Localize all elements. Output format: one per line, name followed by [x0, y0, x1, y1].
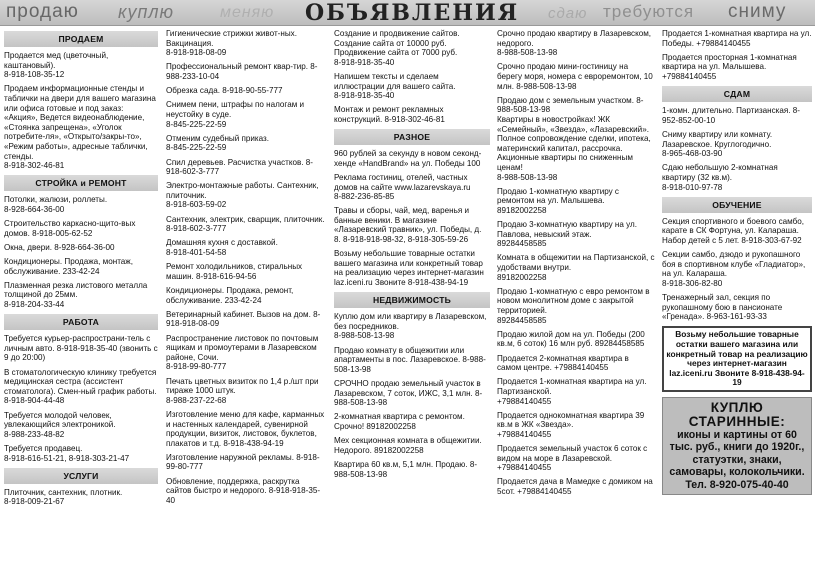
banner-word-menyayu: меняю — [220, 4, 275, 21]
ad-item: Продаю комнату в общежитии или апартаменты в пос. Лазаревское. 8-988-508-13-98 — [334, 345, 486, 374]
section-header-prodam: ПРОДАЕМ — [4, 31, 158, 47]
ad-item: Травы и сборы, чай, мед, варенья и банные веники. В магазине «Лазаревский травник», ул. Победы, д. 8. 8-918-918-98-32, 8-918-305-59-26 — [334, 206, 482, 245]
ad-item: Продается однокомнатная квартира 39 кв.м в ЖК «Звезда». +79884140455 — [497, 410, 645, 439]
ad-item: Куплю дом или квартиру в Лазаревском, без посредников. 8-988-508-13-98 — [334, 312, 487, 341]
column-2 — [166, 29, 326, 576]
ad-item: Окна, двери. 8-928-664-36-00 — [4, 242, 115, 252]
ad-item: Продаю дом с земельным участком. 8-988-508-13-98 Квартиры в новостройках! ЖК «Семейный», «Звезда», «Лазаревский». Полное сопровождение сделки, ипотека, материнский капитал, рассрочка. Акционные квартиры по сниженным ценам! 8-988-508-13-98 — [497, 95, 651, 182]
ad-item: Продается дача в Мамедке с домиком на 5сот. +79884140455 — [497, 477, 653, 497]
ad-item: Гигиенические стрижки живот-ных. Вакцинация. 8-918-918-08-09 — [166, 29, 297, 58]
column-3 — [334, 29, 490, 576]
ad-item: Сантехник, электрик, сварщик, плиточник. 8-918-602-3-777 — [166, 214, 325, 234]
ad-item: Продаю 1-комнатную с евро ремонтом в новом монолитном доме с закрытой территорией. 89284458585 — [497, 286, 650, 325]
banner-word-kuplyu: куплю — [118, 2, 175, 22]
ad-item: Требуется курьер-распространи-тель с личным авто. 8-918-918-35-40 (звонить с 9 до 20:00) — [4, 334, 158, 363]
ad-item: Срочно продаю квартиру в Лазаревском, недорого. 8-988-508-13-98 — [497, 29, 652, 58]
ad-item: Продаю жилой дом на ул. Победы (200 кв.м, 6 соток) 16 млн руб. 89284458585 — [497, 329, 645, 349]
antique-body: иконы и картины от 60 тыс. руб., книги до 1920г., статуэтки, знаки, самовары, колокольчики. — [669, 428, 805, 479]
ad-item: Тренажерный зал, секция по рукопашному бою в пансионате «Гренада». 8-963-161-93-33 — [662, 293, 783, 322]
section-header-rabota: РАБОТА — [4, 314, 158, 330]
section-header-nedvizhimost: НЕДВИЖИМОСТЬ — [334, 292, 490, 308]
ad-item: Кондиционеры. Продажа, монтаж, обслуживание. 233-42-24 — [4, 257, 133, 276]
column-5 — [662, 29, 812, 576]
ad-item: Продаем информационные стенды и таблички на двери для вашего магазина или офиса готовые и под заказ: «Акция», Ведется видеонаблюдение, «Стоянка запрещена», «Уголок потребите-ля», «Открыто/закры-то», «Режим работы», адресные таблички, стенды. 8-918-302-46-81 — [4, 84, 156, 171]
ad-item: Изготовление наружной рекламы. 8-918-99-80-777 — [166, 452, 320, 472]
ad-item: Плиточник, сантехник, плотник. 8-918-009-21-67 — [4, 487, 123, 507]
ad-item: 2-комнатная квартира с ремонтом. Срочно! 89182002258 — [334, 412, 465, 431]
ad-item: Продается 2-комнатная квартира в самом центре. +79884140455 — [497, 353, 629, 373]
ad-item: Спил деревьев. Расчистка участков. 8-918-602-3-777 — [166, 157, 313, 177]
ad-item: Создание и продвижение сайтов. Создание сайта от 10000 руб. Продвижение сайта от 7000 руб. 8-918-918-35-40 — [334, 29, 460, 67]
ad-item: Продается 1-комнатная квартира на ул. Партизанской. +79884140455 — [497, 377, 647, 406]
ad-item: Распространение листовок по почтовым ящикам и промоутерами в Лазаревском районе, Сочи. 8-918-99-80-777 — [166, 333, 319, 372]
ad-item: Комната в общежитии на Партизанской, с удобствами внутри. 89182002258 — [497, 253, 655, 282]
ad-item: Продается земельный участок 6 соток с видом на море в Лазаревской. +79884140455 — [497, 444, 648, 473]
ad-item: Обрезка сада. 8-918-90-55-777 — [166, 86, 283, 96]
ad-item: Сниму квартиру или комнату. Лазаревское. Круглогодично. 8-965-468-03-90 — [662, 129, 773, 159]
ad-item: Продается мед (цветочный, каштановый). 8-918-108-35-12 — [4, 51, 109, 80]
banner-word-trebuyutsya: требуются — [603, 2, 695, 21]
ad-item: Печать цветных визиток по 1,4 р./шт при тираже 1000 штук. 8-988-237-22-68 — [166, 376, 319, 405]
ad-item: Реклама гостиниц, отелей, частных домов на сайте www.lazarevskaya.ru 8-882-236-85-85 — [334, 172, 471, 202]
ad-item: В стоматологическую клинику требуется медицинская сестра (ассистент стоматолога). Смен-ный график работы. 8-918-904-44-48 — [4, 367, 157, 406]
header-banner — [0, 0, 815, 26]
ad-item: Срочно продаю мини-гостиницу на берегу моря, номера с евроремонтом, 10 млн. 8-988-508-13-98 — [497, 62, 653, 91]
ad-item: Напишем тексты и сделаем иллюстрации для вашего сайта. 8-918-918-35-40 — [334, 71, 456, 101]
ad-item: Требуется продавец. 8-918-616-51-21, 8-918-303-21-47 — [4, 443, 130, 463]
column-1 — [4, 29, 158, 576]
ad-item: Потолки, жалюзи, роллеты. 8-928-664-36-00 — [4, 195, 108, 214]
ad-item: СРОЧНО продаю земельный участок в Лазаревском, 7 соток, ИЖС, 3,1 млн. 8-988-508-13-98 — [334, 378, 483, 408]
ad-item: Электро-монтажные работы. Сантехник, плиточник. 8-918-603-59-02 — [166, 181, 319, 210]
ad-item: Отменим судебный приказ. 8-845-225-22-59 — [166, 133, 270, 153]
ad-item: Секции самбо, дзюдо и рукопашного боя в спортивном клубе «Гладиатор», на ул. Калараша. 8-918-306-82-80 — [662, 250, 806, 288]
ad-item: Ремонт холодильников, стиральных машин. 8-918-616-94-56 — [166, 262, 303, 281]
ad-item: Продается просторная 1-комнатная квартира на ул. Малышева. +79884140455 — [662, 52, 797, 81]
ad-item: Мех секционная комната в общежитии. Недорого. 89182002258 — [334, 436, 482, 455]
ad-item: Плазменная резка листового металла толщиной до 25мм. 8-918-204-33-44 — [4, 280, 148, 310]
ad-item: Строительство каркасно-щито-вых домов. 8-918-005-62-52 — [4, 219, 136, 238]
section-header-uslugi: УСЛУГИ — [4, 468, 158, 484]
section-header-raznoe: РАЗНОЕ — [334, 129, 490, 145]
ad-item: Сдаю небольшую 2-комнатная квартиру (32 кв.м). 8-918-010-97-78 — [662, 163, 778, 192]
ad-item: Монтаж и ремонт рекламных конструкций. 8-918-302-46-81 — [334, 105, 445, 124]
ad-item: Кондиционеры. Продажа, ремонт, обслуживание. 233-42-24 — [166, 286, 294, 305]
ad-item: 1-комн. длительно. Партизанская. 8-952-852-00-10 — [662, 106, 800, 125]
banner-word-prodayu: продаю — [6, 1, 79, 22]
banner-word-snimu: сниму — [728, 1, 787, 22]
ad-item: Ветеринарный кабинет. Вызов на дом. 8-918-918-08-09 — [166, 309, 321, 329]
ad-item: Секция спортивного и боевого самбо, карате в СК Фортуна, ул. Калараша. Набор детей с 5 лет. 8-918-303-67-92 — [662, 216, 805, 245]
ad-item: Обновление, поддержка, раскрутка сайтов быстро и недорого. 8-918-918-35-40 — [166, 476, 321, 505]
ad-item: Домашняя кухня с доставкой. 8-918-401-54-58 — [166, 238, 278, 258]
column-4 — [497, 29, 655, 576]
ad-item: Изготовление меню для кафе, карманных и настенных календарей, сувенирной продукции, визиток, листовок, буклетов, плакатов и т.д. 8-918-438-94-19 — [166, 409, 325, 448]
banner-word-sdayu: сдаю — [548, 5, 588, 22]
ad-item: Квартира 60 кв.м, 5,1 млн. Продаю. 8-988-508-13-98 — [334, 459, 478, 479]
page-title: ОБЪЯВЛЕНИЯ — [305, 0, 520, 26]
ad-item: 960 рублей за секунду в новом секонд-хенде «HandBrand» на ул. Победы 100 — [334, 149, 482, 168]
section-header-sdam: СДАМ — [662, 86, 812, 102]
ad-item: Продаю 1-комнатную квартиру с ремонтом на ул. Малышева. 89182002258 — [497, 186, 619, 215]
ad-item: Продается 1-комнатная квартира на ул. Победы. +79884140455 — [662, 29, 812, 48]
antique-phone: Тел. 8-920-075-40-40 — [685, 478, 789, 491]
ad-item: Снимем пени, штрафы по налогам и неустойку в суде. 8-845-225-22-59 — [166, 100, 305, 129]
promo-box: Возьму небольшие товарные остатки вашего магазина или конкретный товар на реализацию через интернет-магазин laz.iceni.ru Звоните 8-918-438-94-19 — [662, 326, 812, 392]
ad-item: Требуется молодой человек, увлекающийся электроникой. 8-988-233-48-82 — [4, 410, 116, 439]
section-header-stroyka: СТРОЙКА и РЕМОНТ — [4, 175, 158, 191]
ad-item: Профессиональный ремонт квар-тир. 8-988-233-10-04 — [166, 62, 318, 81]
section-header-obuchenie: ОБУЧЕНИЕ — [662, 197, 812, 213]
antique-title: КУПЛЮ СТАРИННЫЕ: — [688, 399, 786, 429]
ad-item: Продаю 3-комнатную квартиру на ул. Павлова, невыский этаж. 89284458585 — [497, 220, 637, 249]
antique-buy-ad — [662, 397, 812, 495]
ad-item: Возьму небольшие товарные остатки вашего магазина или конкретный товар на реализацию через интернет-магазин laz.iceni.ru Звоните 8-918-438-94-19 — [334, 249, 484, 288]
